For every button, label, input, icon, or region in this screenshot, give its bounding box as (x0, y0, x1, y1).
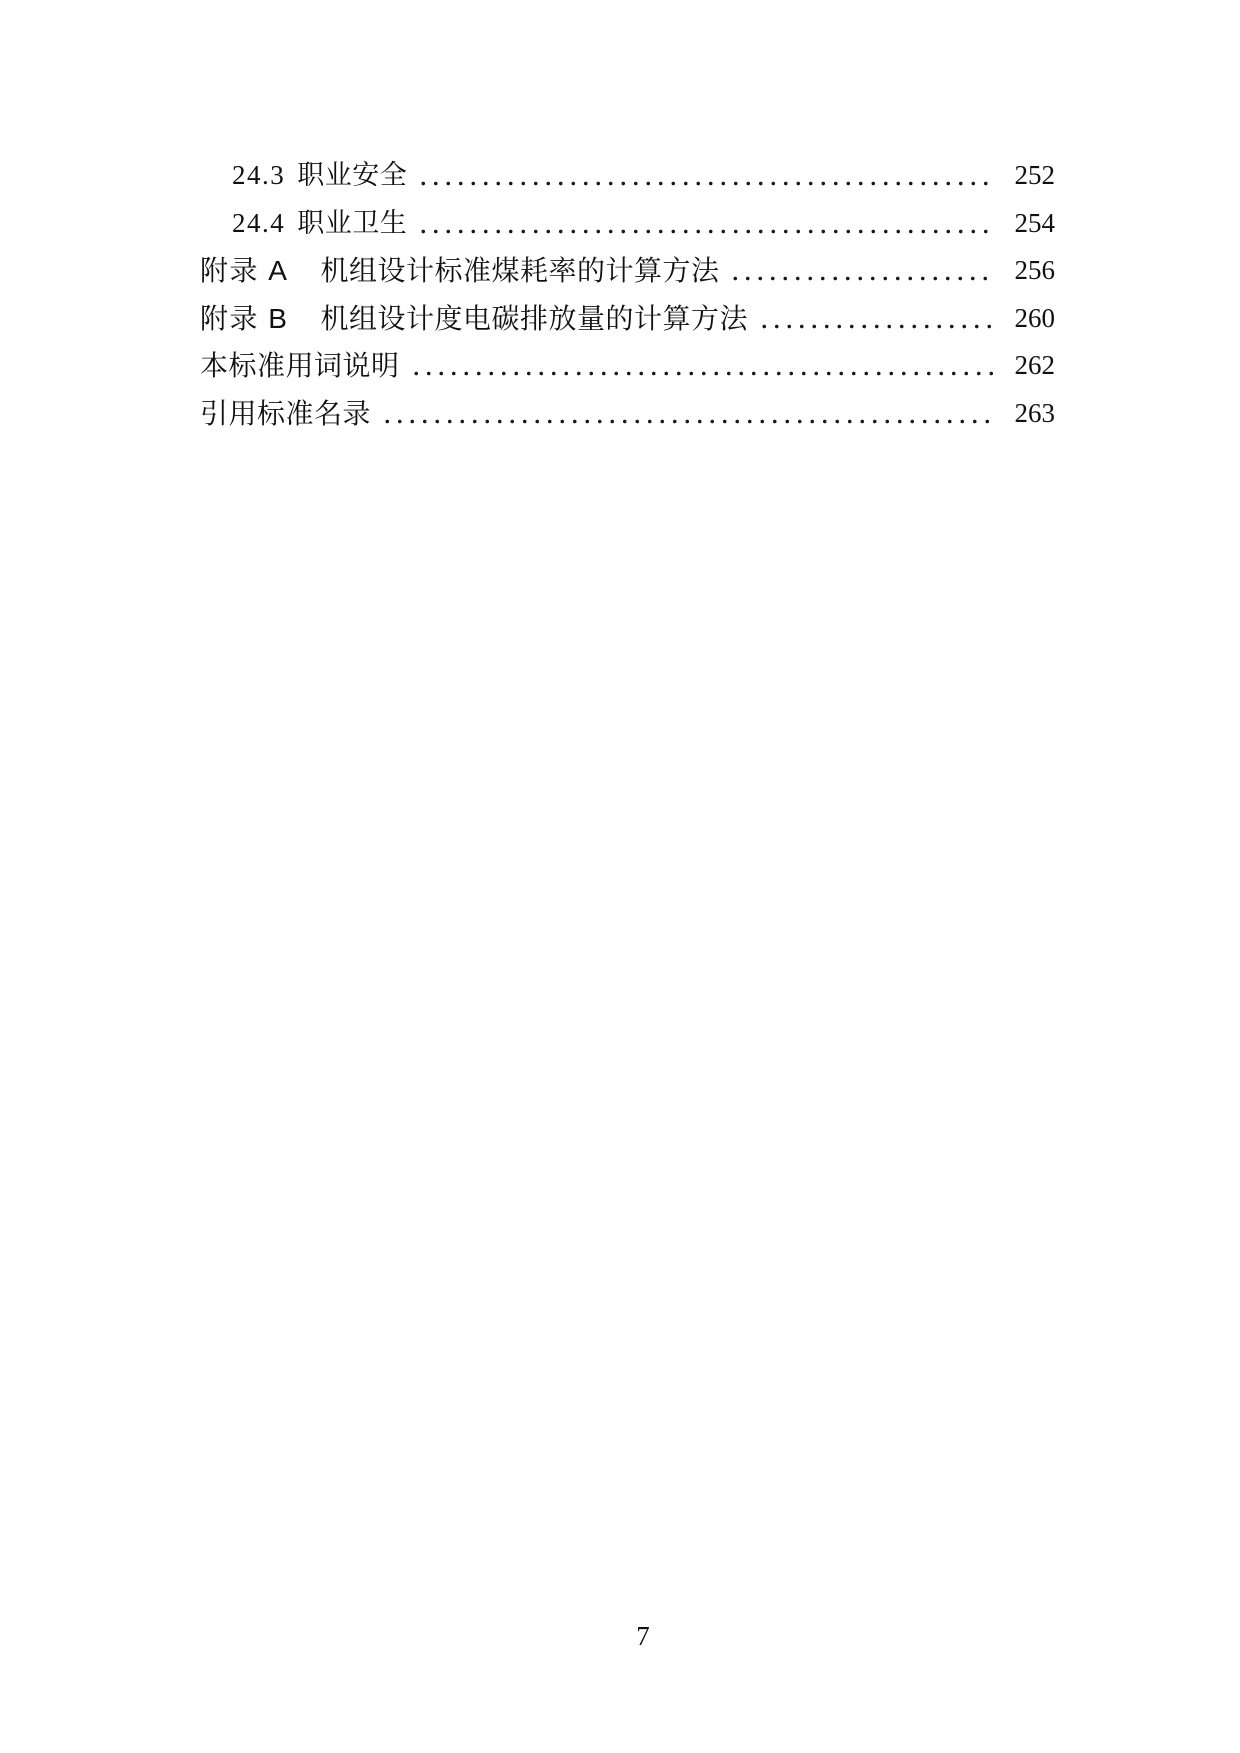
page-footer (23, 1616, 1240, 1656)
dot-leader (725, 247, 995, 295)
toc-entry-page: 254 (1014, 207, 1055, 238)
toc-entry[interactable] (200, 247, 1055, 295)
dot-leader (413, 152, 995, 200)
toc-entry-page: 260 (1014, 302, 1055, 333)
dot-leader (754, 295, 995, 343)
toc-entry-page: 262 (1014, 350, 1055, 380)
dot-leader (406, 342, 995, 390)
toc-entry-number: 附录 A (200, 255, 289, 286)
toc-entry[interactable] (200, 342, 1055, 390)
toc-entry-title: 职业卫生 (297, 207, 408, 238)
toc-entry-title: 本标准用词说明 (200, 350, 400, 381)
toc-entry-title: 机组设计标准煤耗率的计算方法 (320, 255, 720, 286)
toc-entry-number: 附录 B (200, 302, 289, 334)
dot-leader (377, 390, 995, 438)
toc-entry[interactable] (200, 152, 1055, 200)
table-of-contents (200, 152, 1055, 437)
toc-entry-page: 252 (1014, 160, 1055, 190)
toc-entry-number: 24.4 (232, 207, 286, 238)
toc-entry-number: 24.3 (232, 160, 286, 190)
page-number: 7 (636, 1621, 650, 1651)
toc-entry[interactable] (200, 390, 1055, 438)
toc-entry-page: 263 (1014, 397, 1055, 428)
toc-entry[interactable] (200, 200, 1055, 248)
toc-entry[interactable] (200, 295, 1055, 343)
toc-entry-page: 256 (1014, 255, 1055, 285)
toc-entry-title: 职业安全 (297, 160, 408, 190)
toc-entry-title: 机组设计度电碳排放量的计算方法 (320, 302, 748, 334)
toc-entry-title: 引用标准名录 (200, 397, 372, 429)
dot-leader (413, 200, 995, 248)
